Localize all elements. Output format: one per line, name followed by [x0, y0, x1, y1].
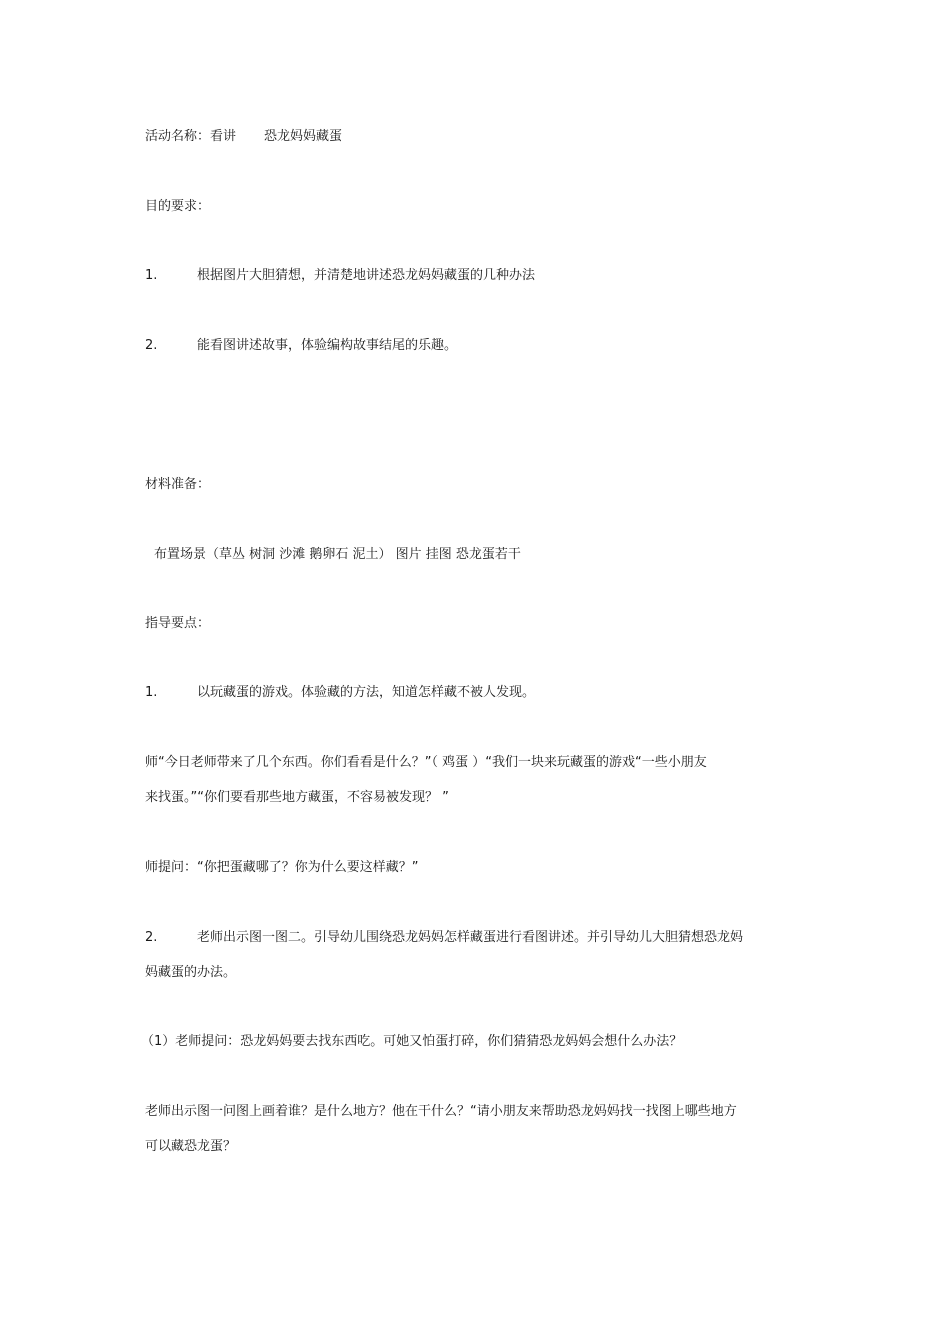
materials-text: 布置场景（草丛 树洞 沙滩 鹅卵石 泥土） 图片 挂图 恐龙蛋若干: [154, 547, 521, 562]
teacher-question: 师提问：“你把蛋藏哪了？你为什么要这样藏？”: [145, 860, 419, 875]
step-2-number: 2.: [145, 930, 158, 945]
teacher-intro-line-2: 来找蛋。”“你们要看那些地方藏蛋，不容易被发现？ ”: [145, 790, 449, 805]
activity-title: 恐龙妈妈藏蛋: [264, 129, 343, 144]
step-1-text: 以玩藏蛋的游戏。体验藏的方法，知道怎样藏不被人发现。: [197, 685, 536, 700]
goal-2-text: 能看图讲述故事，体验编构故事结尾的乐趣。: [197, 338, 458, 353]
step-1-number: 1.: [145, 685, 158, 700]
goal-2-number: 2.: [145, 338, 158, 353]
guidance-heading: 指导要点：: [145, 616, 211, 631]
goal-1-text: 根据图片大胆猜想，并清楚地讲述恐龙妈妈藏蛋的几种办法: [197, 268, 536, 283]
activity-line: [145, 128, 342, 146]
activity-label: 活动名称：看讲: [145, 129, 237, 144]
step-2-text-line-2: 妈藏蛋的办法。: [145, 965, 237, 980]
goal-1-number: 1.: [145, 268, 158, 283]
show-picture-line-1: 老师出示图一问图上画着谁？是什么地方？他在干什么？“请小朋友来帮助恐龙妈妈找一找图上哪些地方: [145, 1104, 737, 1119]
materials-heading: 材料准备：: [145, 477, 211, 492]
step-2-text-line-1: 老师出示图一图二。引导幼儿围绕恐龙妈妈怎样藏蛋进行看图讲述。并引导幼儿大胆猜想恐龙妈: [197, 930, 744, 945]
sub-question-1: （1）老师提问：恐龙妈妈要去找东西吃。可她又怕蛋打碎，你们猜猜恐龙妈妈会想什么办法？: [141, 1034, 683, 1049]
teacher-intro-line-1: 师“今日老师带来了几个东西。你们看看是什么？”（ 鸡蛋 ）“我们一块来玩藏蛋的游戏“一些小朋友: [145, 755, 707, 770]
show-picture-line-2: 可以藏恐龙蛋？: [145, 1139, 237, 1154]
goals-heading: 目的要求：: [145, 199, 211, 214]
